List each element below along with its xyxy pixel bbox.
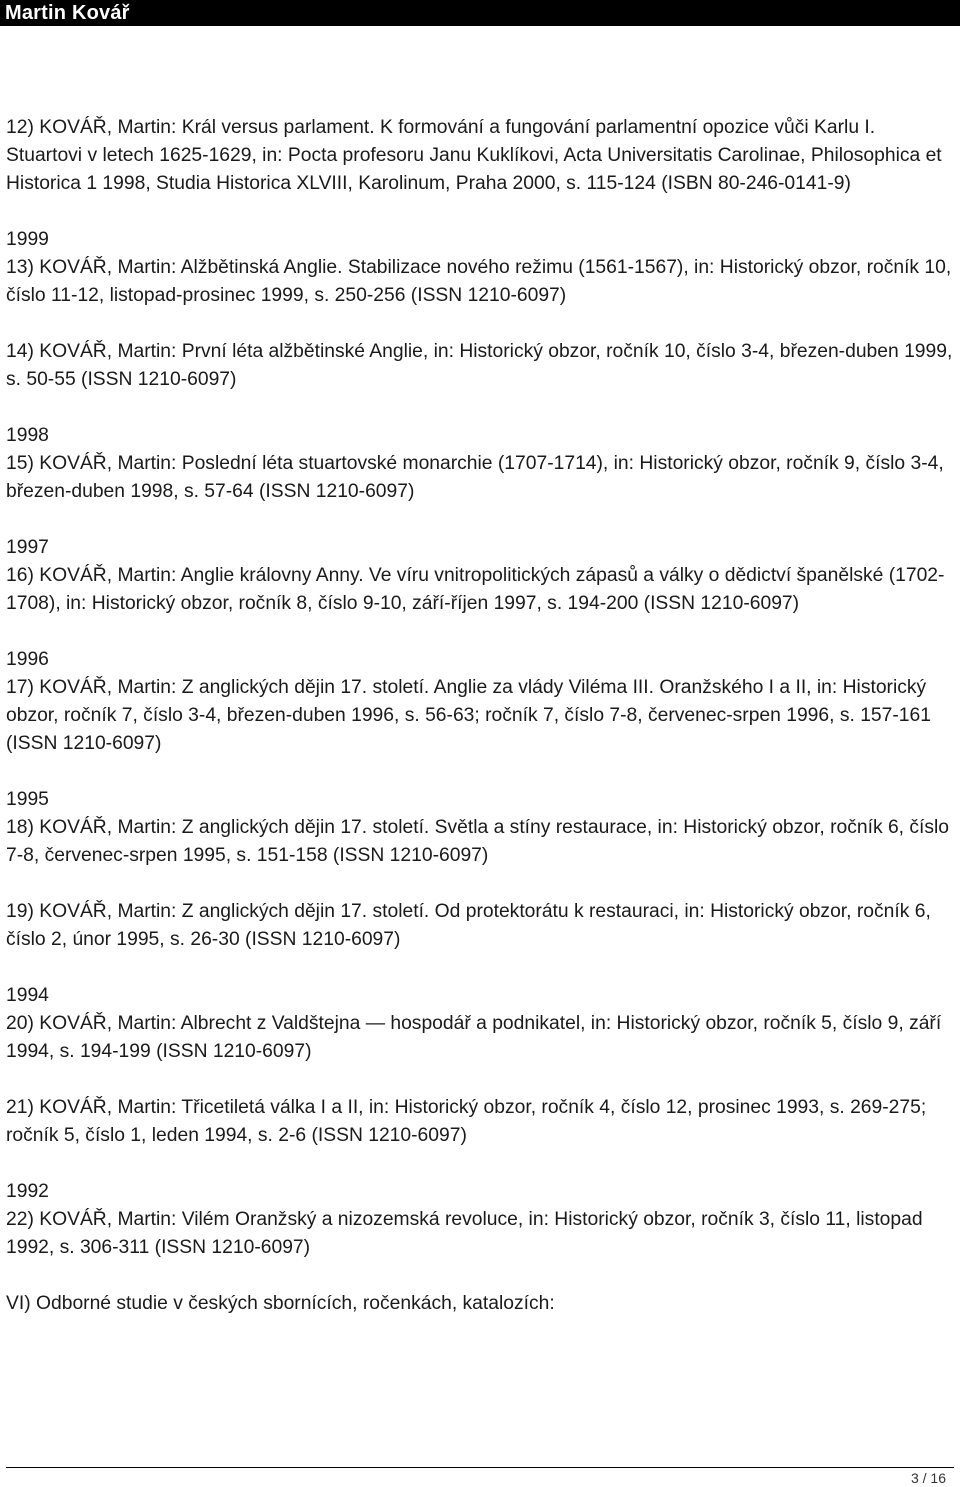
bib-entry-13: 13) KOVÁŘ, Martin: Alžbětinská Anglie. Stabilizace nového režimu (1561-1567), in: Historický obzor, ročník 10, číslo 11-12, listopad-prosinec 1999, s. 250-256 (ISSN 1210-6097) [6, 257, 952, 306]
year-heading-1998: 1998 [6, 425, 49, 446]
bibliography-body [6, 114, 954, 1318]
footer-divider [6, 1467, 954, 1468]
bib-entry-12: 12) KOVÁŘ, Martin: Král versus parlament. K formování a fungování parlamentní opozice vůči Karlu I. Stuartovi v letech 1625-1629, in: Pocta profesoru Janu Kuklíkovi, Acta Universitatis Carolinae, Philosophica et Historica 1 1998, Studia Historica XLVIII, Karolinum, Praha 2000, s. 115-124 (ISBN 80-246-0141-9) [6, 117, 942, 194]
bib-entry-17: 17) KOVÁŘ, Martin: Z anglických dějin 17. století. Anglie za vlády Viléma III. Oranžského I a II, in: Historický obzor, ročník 7, číslo 3-4, březen-duben 1996, s. 56-63; ročník 7, číslo 7-8, červenec-srpen 1996, s. 157-161 (ISSN 1210-6097) [6, 677, 931, 754]
year-heading-1995: 1995 [6, 789, 49, 810]
author-title: Martin Kovář [5, 2, 130, 24]
bib-entry-19: 19) KOVÁŘ, Martin: Z anglických dějin 17. století. Od protektorátu k restauraci, in: Historický obzor, ročník 6, číslo 2, únor 1995, s. 26-30 (ISSN 1210-6097) [6, 901, 931, 950]
bib-entry-21: 21) KOVÁŘ, Martin: Třicetiletá válka I a II, in: Historický obzor, ročník 4, číslo 12, prosinec 1993, s. 269-275; ročník 5, číslo 1, leden 1994, s. 2-6 (ISSN 1210-6097) [6, 1097, 927, 1146]
bib-entry-22: 22) KOVÁŘ, Martin: Vilém Oranžský a nizozemská revoluce, in: Historický obzor, ročník 3, číslo 11, listopad 1992, s. 306-311 (ISSN 1210-6097) [6, 1209, 923, 1258]
year-heading-1999: 1999 [6, 229, 49, 250]
bib-entry-20: 20) KOVÁŘ, Martin: Albrecht z Valdštejna — hospodář a podnikatel, in: Historický obzor, ročník 5, číslo 9, září 1994, s. 194-199 (ISSN 1210-6097) [6, 1013, 942, 1062]
bib-entry-15: 15) KOVÁŘ, Martin: Poslední léta stuartovské monarchie (1707-1714), in: Historický obzor, ročník 9, číslo 3-4, březen-duben 1998, s. 57-64 (ISSN 1210-6097) [6, 453, 944, 502]
year-heading-1992: 1992 [6, 1181, 49, 1202]
bib-entry-14: 14) KOVÁŘ, Martin: První léta alžbětinské Anglie, in: Historický obzor, ročník 10, číslo 3-4, březen-duben 1999, s. 50-55 (ISSN 1210-6097) [6, 341, 953, 390]
page-header [0, 0, 960, 26]
year-heading-1994: 1994 [6, 985, 49, 1006]
page-number: 3 / 16 [910, 1470, 946, 1486]
bib-entry-16: 16) KOVÁŘ, Martin: Anglie královny Anny. Ve víru vnitropolitických zápasů a války o dědictví španělské (1702-1708), in: Historický obzor, ročník 8, číslo 9-10, září-říjen 1997, s. 194-200 (ISSN 1210-6097) [6, 565, 945, 614]
year-heading-1996: 1996 [6, 649, 49, 670]
year-heading-1997: 1997 [6, 537, 49, 558]
bib-entry-18: 18) KOVÁŘ, Martin: Z anglických dějin 17. století. Světla a stíny restaurace, in: Historický obzor, ročník 6, číslo 7-8, červenec-srpen 1995, s. 151-158 (ISSN 1210-6097) [6, 817, 950, 866]
section-heading-vi: VI) Odborné studie v českých sbornících, ročenkách, katalozích: [6, 1293, 555, 1314]
